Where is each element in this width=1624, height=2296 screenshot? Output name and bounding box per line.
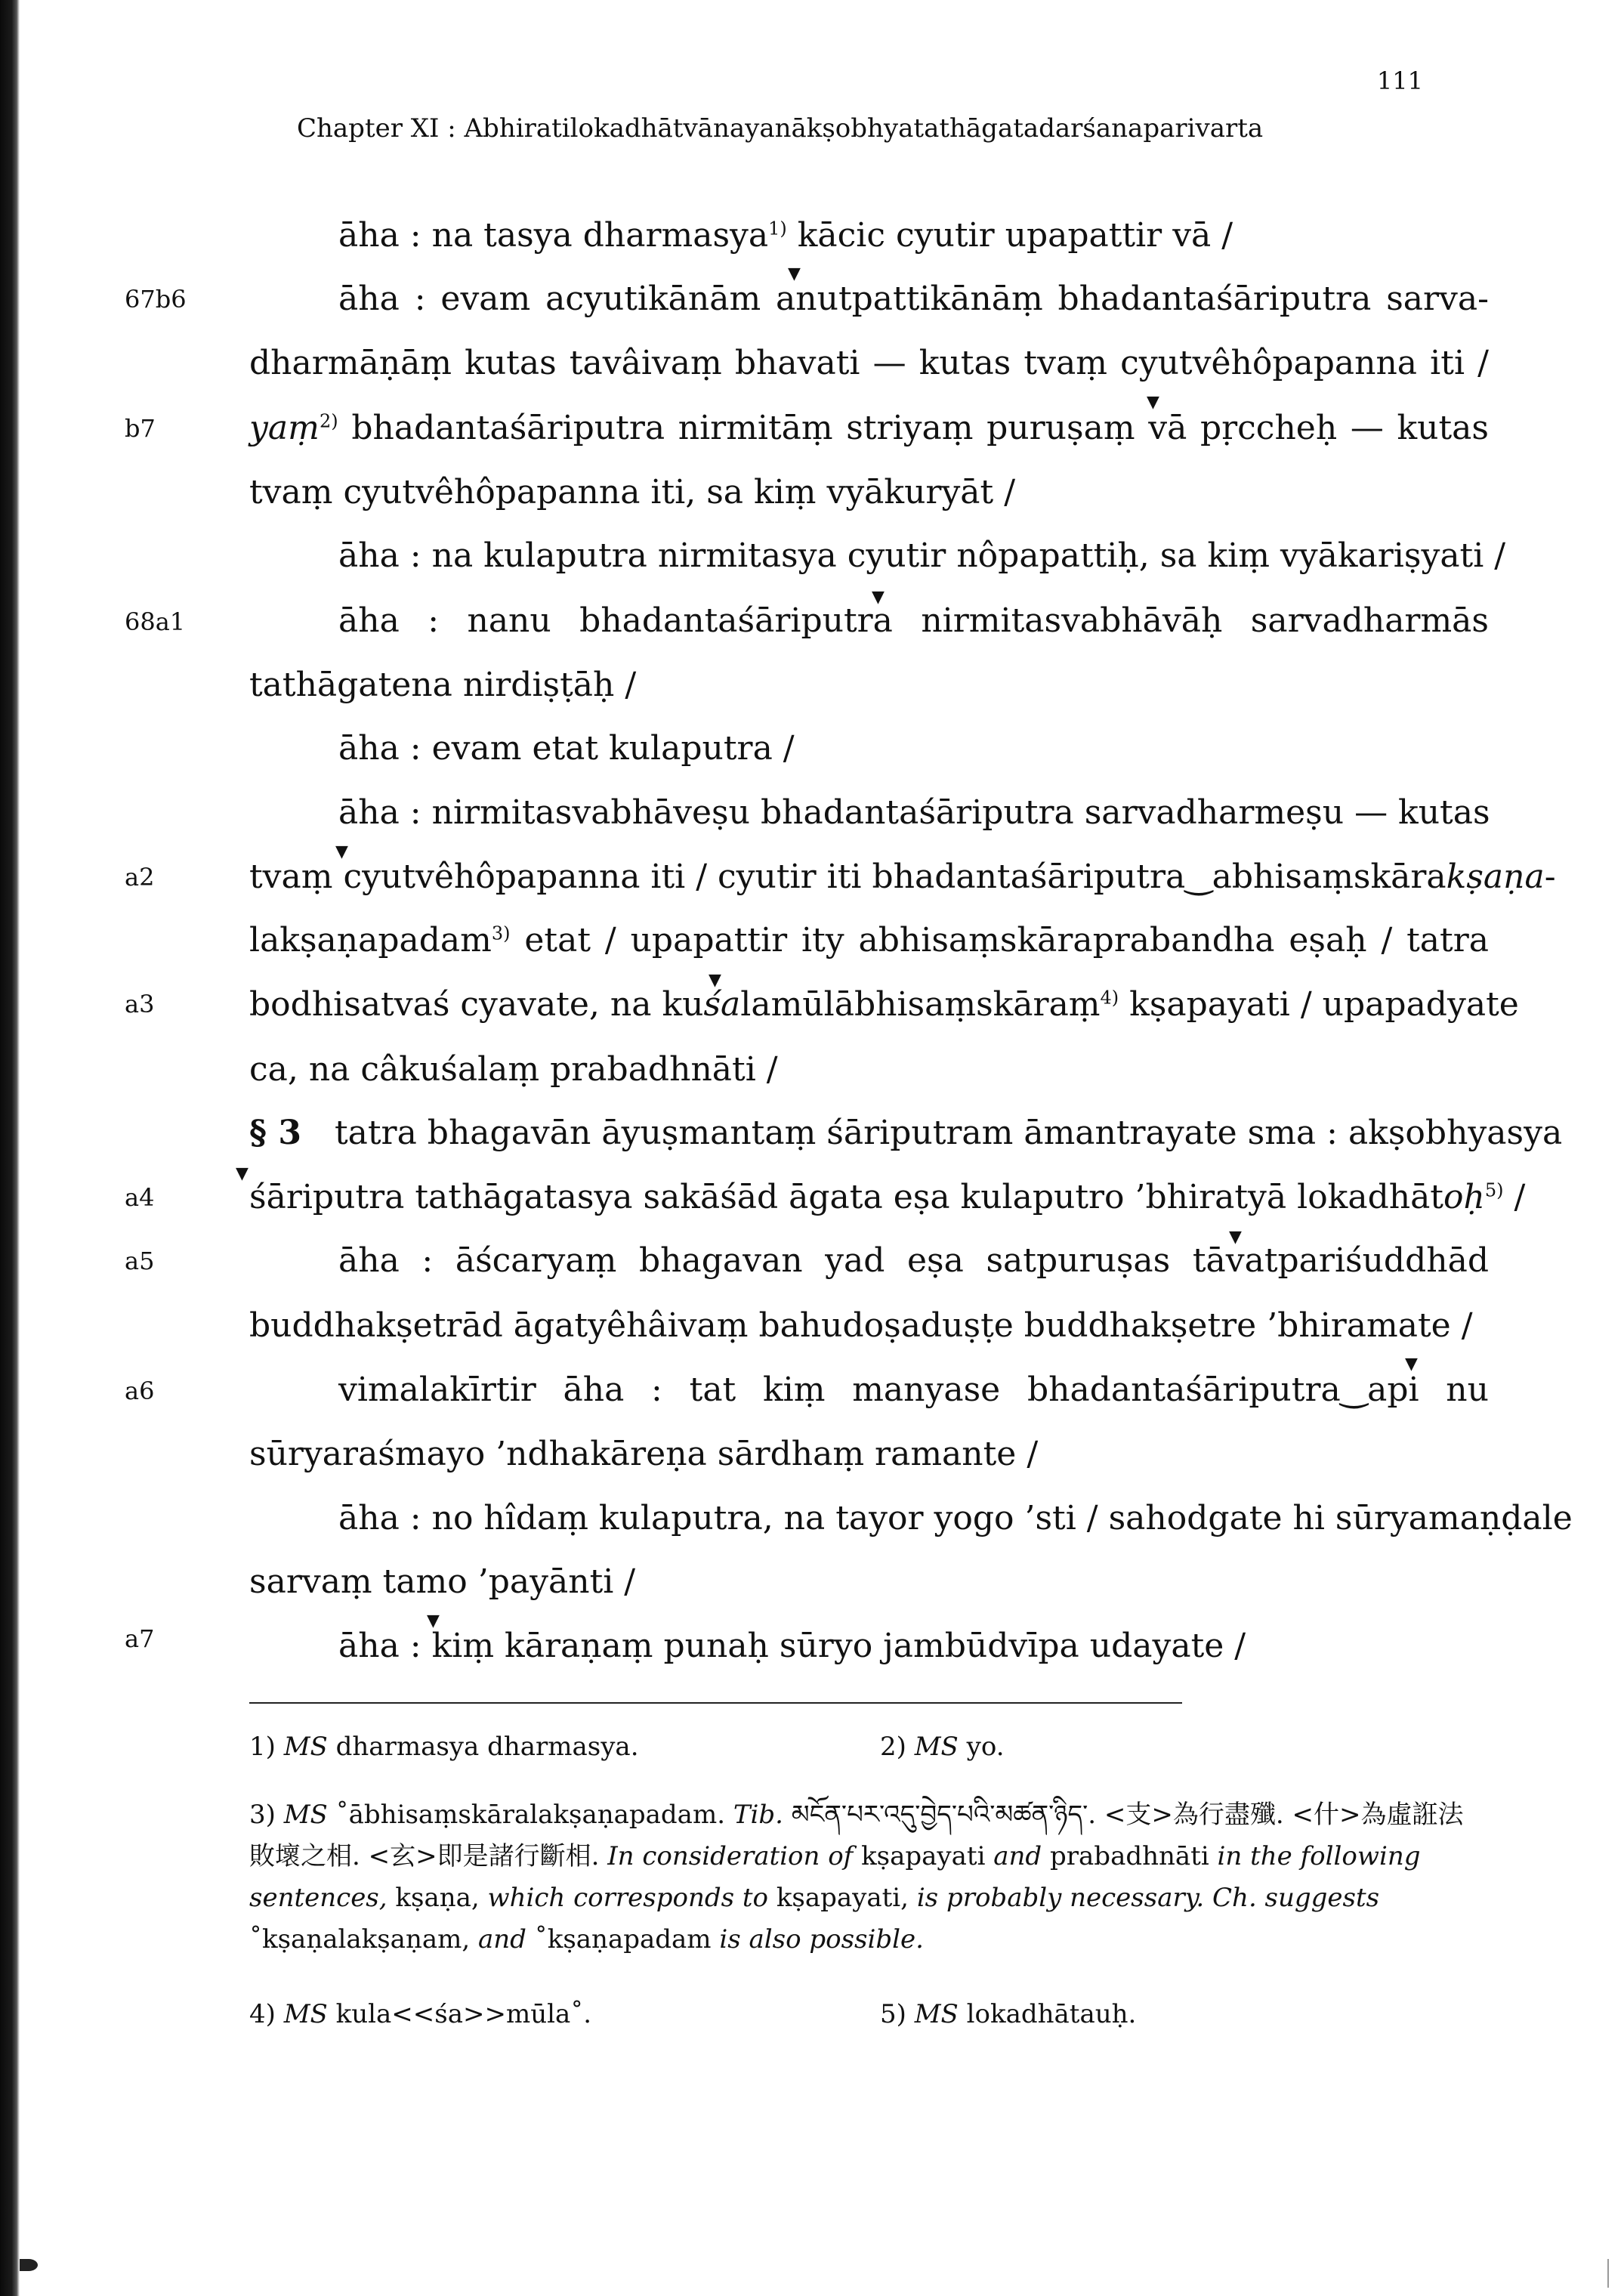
text-line: bodhisatvaś cyavate, na kuśalamūlābhisaṃskāraṃ$^{4)}$ kṣapayati / upapadyate [249, 985, 1519, 1024]
text-line: tathāgatena nirdiṣṭāḥ / [249, 666, 637, 704]
chinese-text: <支>為行盡殲. <什>為虛誑法敗壞之相. <玄>即是諸行斷相. [249, 1800, 1464, 1871]
text-line: āha : no hîdaṃ kulaputra, na tayor yogo ’sti / sahodgate hi sūryamaṇḍale [338, 1499, 1573, 1537]
text-line: sūryaraśmayo ’ndhakāreṇa sārdhaṃ ramante / [249, 1435, 1039, 1473]
text-line: āha : nirmitasvabhāveṣu bhadantaśāriputra sarvadharmeṣu — kutas [338, 793, 1490, 832]
text-line: dharmāṇāṃ kutas tavâivaṃ bhavati — kutas tvaṃ cyutvêhôpapanna iti / [249, 344, 1489, 382]
margin-ref: a7 [125, 1624, 155, 1653]
text-line: buddhakṣetrād āgatyêhâivaṃ bahudoṣaduṣṭe buddhakṣetre ’bhiramate / [249, 1306, 1473, 1345]
text-line: āha : kiṃ kāraṇaṃ punaḥ sūryo jambūdvīpa udayate / [338, 1627, 1246, 1665]
margin-ref: 67b6 [125, 285, 187, 314]
folio-mark: ▼ [1229, 1228, 1242, 1247]
text-line: tvaṃ cyutvêhôpapanna iti, sa kiṃ vyākuryāt / [249, 473, 1016, 511]
margin-ref: 68a1 [125, 607, 186, 636]
text-line: āha : nanu bhadantaśāriputra nirmitasvabhāvāḥ sarvadharmās [338, 601, 1489, 640]
margin-ref: a6 [125, 1377, 155, 1405]
margin-ref: a5 [125, 1247, 155, 1275]
footnote-4: 4) MS kula<<śa>>mūla˚. [249, 1999, 592, 2029]
folio-mark: ▼ [335, 842, 348, 861]
text-line: tvaṃ cyutvêhôpapanna iti / cyutir iti bhadantaśāriputra‿abhisaṃskārakṣaṇa- [249, 858, 1556, 896]
text-line: yaṃ$^{2)}$ bhadantaśāriputra nirmitāṃ striyaṃ puruṣaṃ vā pṛccheḥ — kutas [249, 409, 1489, 447]
running-head: Chapter XI : Abhiratilokadhātvānayanākṣobhyatathāgatadarśanaparivarta [297, 113, 1264, 144]
margin-ref: a3 [125, 990, 155, 1018]
text-line: āha : na tasya dharmasya$^{1)}$ kācic cyutir upapattir vā / [338, 216, 1233, 255]
folio-mark: ▼ [709, 971, 721, 990]
margin-ref: b7 [125, 414, 156, 443]
folio-mark: ▼ [427, 1612, 440, 1630]
page-number: 111 [1376, 66, 1423, 95]
text-line: vimalakīrtir āha : tat kiṃ manyase bhadantaśāriputra‿api nu [338, 1370, 1489, 1409]
margin-ref: a4 [125, 1183, 155, 1212]
text-line: lakṣaṇapadam$^{3)}$ etat / upapattir ity abhisaṃskāraprabandha eṣaḥ / tatra [249, 921, 1489, 959]
footnote-5: 5) MS lokadhātauḥ. [880, 1999, 1137, 2029]
text-line: āha : āścaryaṃ bhagavan yad eṣa satpuruṣas tāvatpariśuddhād [338, 1241, 1489, 1280]
footnote-1: 1) MS dharmasya dharmasya. [249, 1732, 639, 1762]
text-line: sarvaṃ tamo ’payānti / [249, 1562, 636, 1601]
footnote-2: 2) MS yo. [880, 1732, 1005, 1762]
section-number: § 3 [249, 1114, 301, 1152]
margin-ref: a2 [125, 863, 155, 892]
folio-mark: ▼ [788, 264, 801, 283]
text-line: ca, na câkuśalaṃ prabadhnāti / [249, 1050, 778, 1089]
folio-mark: ▼ [1405, 1355, 1418, 1374]
binding-spine-tip [20, 2259, 38, 2271]
page-edge-mark [1607, 2259, 1609, 2288]
text-line: § 3 tatra bhagavān āyuṣmantaṃ śāriputram āmantrayate sma : akṣobhyasya [249, 1114, 1563, 1152]
folio-mark: ▼ [236, 1164, 249, 1183]
footnote-3: 3) MS ˚ābhisaṃskāralakṣaṇapadam. Tib. མངོན་པར་འདུ་བྱེད་པའི་མཚན་ཉིད་. <支>為行盡殲. <什>為虛誑法敗壞之相. <玄>即是諸行斷相. In consideration of kṣapayati and prabadhnāti in the following sentences, kṣaṇa, which corresponds to kṣapayati, is probably necessary. Ch. suggests ˚kṣaṇalakṣaṇam, and ˚kṣaṇapadam is also possible. [249, 1800, 1464, 1955]
text-line: āha : evam etat kulaputra / [338, 729, 795, 768]
tibetan-text: མངོན་པར་འདུ་བྱེད་པའི་མཚན་ཉིད་. [791, 1800, 1097, 1830]
book-binding-edge [0, 0, 20, 2296]
folio-mark: ▼ [1147, 393, 1159, 412]
text-line: āha : na kulaputra nirmitasya cyutir nôpapattiḥ, sa kiṃ vyākariṣyati / [338, 536, 1506, 575]
folio-mark: ▼ [872, 588, 885, 607]
footnote-rule [249, 1702, 1182, 1704]
text-line: śāriputra tathāgatasya sakāśād āgata eṣa kulaputro ’bhiratyā lokadhātoḥ$^{5)}$ / [249, 1178, 1526, 1216]
text-line: āha : evam acyutikānām anutpattikānāṃ bhadantaśāriputra sarva- [338, 280, 1489, 318]
